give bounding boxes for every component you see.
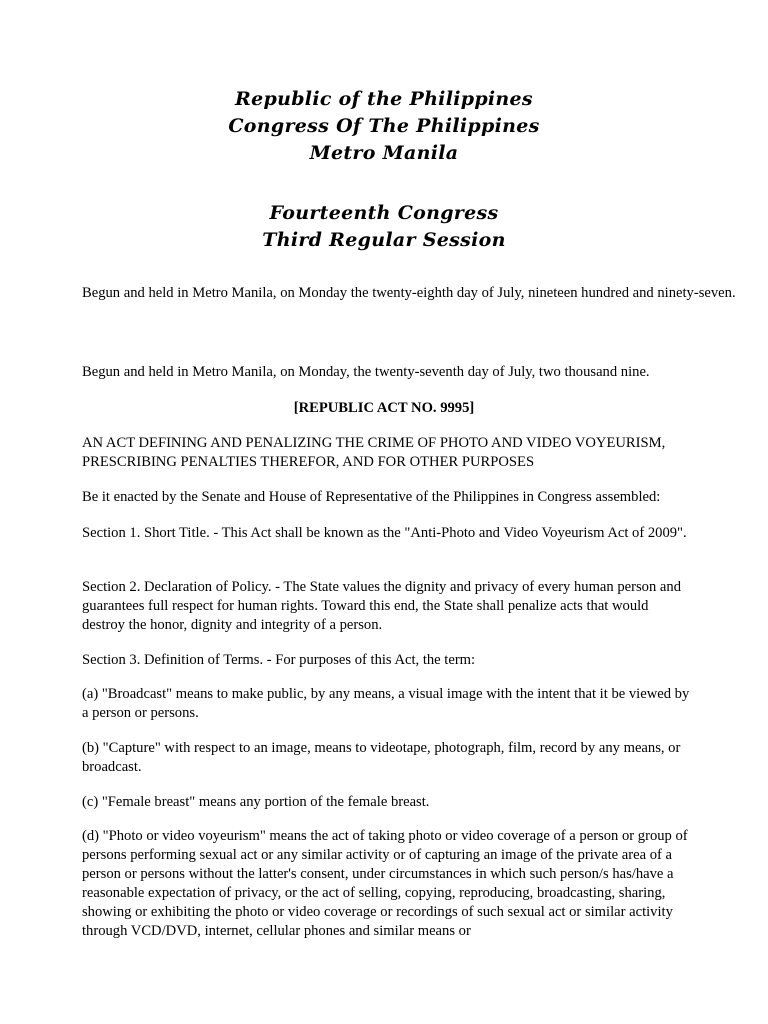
- header-congress: Congress Of The Philippines: [228, 115, 540, 137]
- begun-paragraph-2: Begun and held in Metro Manila, on Monday, the twenty-seventh day of July, two thousand nine.: [82, 364, 650, 380]
- section-3: Section 3. Definition of Terms. - For purposes of this Act, the term:: [82, 652, 476, 668]
- definition-d: (d) "Photo or video voyeurism" means the act of taking photo or video coverage of a person or group of persons performing sexual act or any similar activity or of capturing an image of the private area of a person or persons without the latter's consent, under circumstances in which such person/s has/have a reasonable expectation of privacy, or the act of selling, copying, reproducing, broadcasting, sharing, showing or exhibiting the photo or video coverage or recordings of such sexual act or similar activity through VCD/DVD, internet, cellular phones and similar means or: [82, 828, 688, 939]
- session-heading: [0, 200, 768, 254]
- section-1: Section 1. Short Title. - This Act shall be known as the "Anti-Photo and Video Voyeurism Act of 2009".: [82, 525, 687, 541]
- definition-b: (b) "Capture" with respect to an image, means to videotape, photograph, film, record by any means, or broadcast.: [82, 740, 681, 775]
- letterhead: [0, 86, 768, 167]
- definition-a: (a) "Broadcast" means to make public, by any means, a visual image with the intent that it be viewed by a person or persons.: [82, 686, 690, 721]
- section-2: Section 2. Declaration of Policy. - The State values the dignity and privacy of every human person and guarantees full respect for human rights. Toward this end, the State shall penalize acts that would destroy the honor, dignity and integrity of a person.: [82, 579, 681, 633]
- act-title: AN ACT DEFINING AND PENALIZING THE CRIME OF PHOTO AND VIDEO VOYEURISM, PRESCRIBING PENALTIES THEREFOR, AND FOR OTHER PURPOSES: [82, 435, 666, 470]
- header-location: Metro Manila: [309, 142, 459, 164]
- enacting-clause: Be it enacted by the Senate and House of Representative of the Philippines in Congress assembled:: [82, 489, 661, 505]
- header-session: Third Regular Session: [262, 229, 506, 251]
- definition-c: (c) "Female breast" means any portion of the female breast.: [82, 794, 430, 810]
- header-republic: Republic of the Philippines: [235, 88, 533, 110]
- act-number: [REPUBLIC ACT NO. 9995]: [293, 400, 475, 416]
- begun-paragraph-1: Begun and held in Metro Manila, on Monday the twenty-eighth day of July, nineteen hundred and ninety-seven.: [82, 285, 736, 301]
- header-congress-number: Fourteenth Congress: [269, 202, 499, 224]
